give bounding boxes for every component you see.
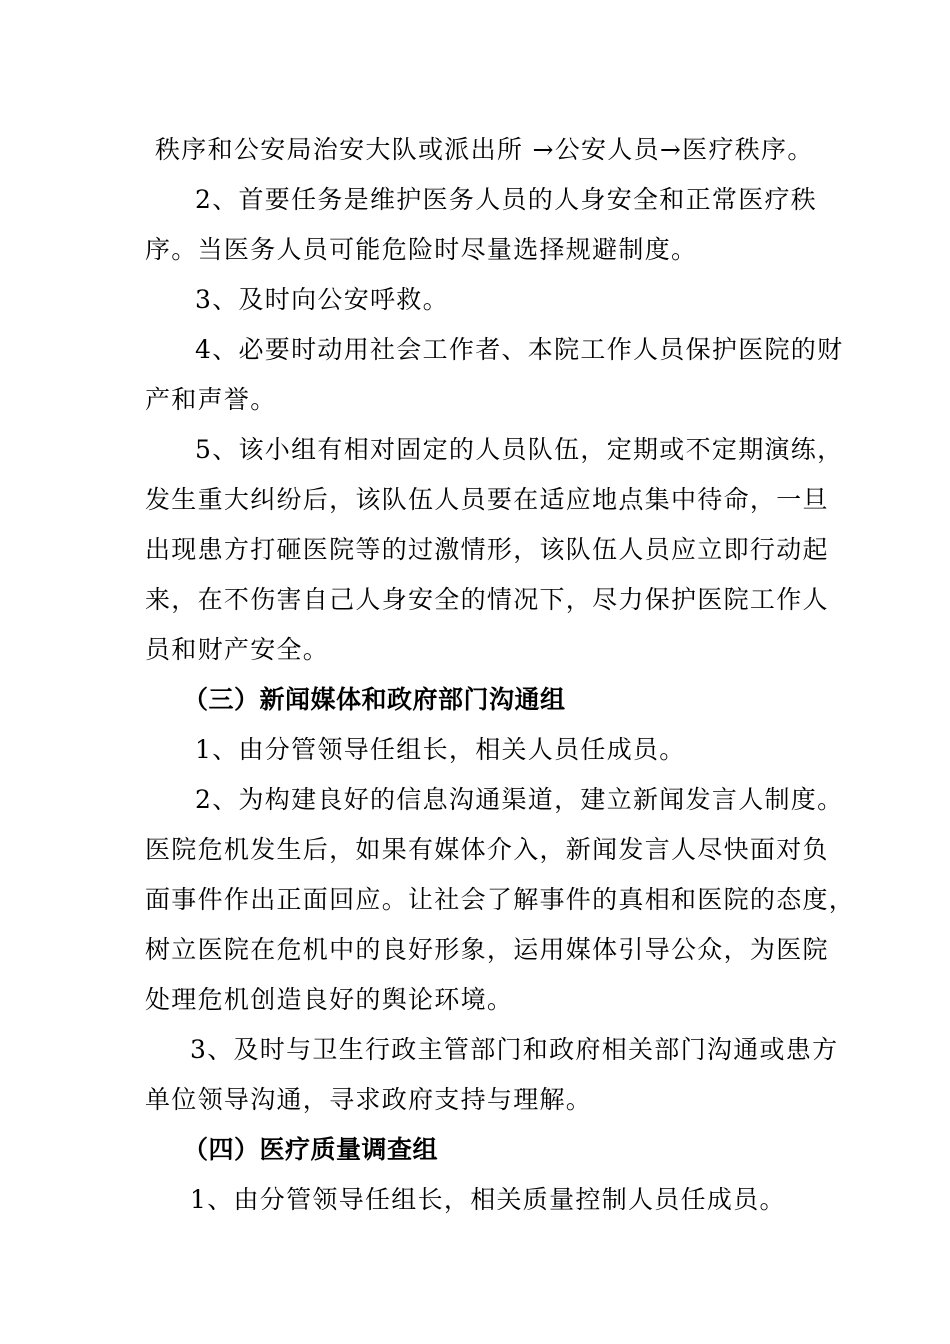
text-line: 医院危机发生后，如果有媒体介入，新闻发言人尽快面对负 — [145, 835, 829, 864]
section-heading: （四）医疗质量调查组 — [183, 1135, 439, 1164]
text-line: 2、首要任务是维护医务人员的人身安全和正常医疗秩 — [195, 185, 818, 214]
text-line: 4、必要时动用社会工作者、本院工作人员保护医院的财 — [195, 335, 844, 364]
text-line: 3、及时向公安呼救。 — [195, 285, 449, 314]
text-line: 1、由分管领导任组长，相关人员任成员。 — [195, 735, 686, 764]
text-line: 秩序和公安局治安大队或派出所 →公安人员→医疗秩序。 — [155, 135, 814, 164]
text-line: 1、由分管领导任组长，相关质量控制人员任成员。 — [190, 1185, 786, 1214]
text-line: 2、为构建良好的信息沟通渠道，建立新闻发言人制度。 — [195, 785, 844, 814]
text-line: 3、及时与卫生行政主管部门和政府相关部门沟通或患方 — [190, 1035, 839, 1064]
text-line: 出现患方打砸医院等的过激情形，该队伍人员应立即行动起 — [145, 535, 829, 564]
section-heading: （三）新闻媒体和政府部门沟通组 — [183, 685, 566, 714]
text-line: 单位领导沟通，寻求政府支持与理解。 — [145, 1085, 593, 1114]
text-line: 处理危机创造良好的舆论环境。 — [145, 985, 514, 1014]
text-line: 员和财产安全。 — [145, 635, 330, 664]
text-line: 树立医院在危机中的良好形象，运用媒体引导公众，为医院 — [145, 935, 829, 964]
text-line: 产和声誉。 — [145, 385, 277, 414]
text-line: 5、该小组有相对固定的人员队伍，定期或不定期演练， — [195, 435, 844, 464]
text-line: 序。当医务人员可能危险时尽量选择规避制度。 — [145, 235, 698, 264]
text-line: 发生重大纠纷后，该队伍人员要在适应地点集中待命，一旦 — [145, 485, 829, 514]
text-line: 面事件作出正面回应。让社会了解事件的真相和医院的态度， — [145, 885, 856, 914]
text-line: 来，在不伤害自己人身安全的情况下，尽力保护医院工作人 — [145, 585, 829, 614]
